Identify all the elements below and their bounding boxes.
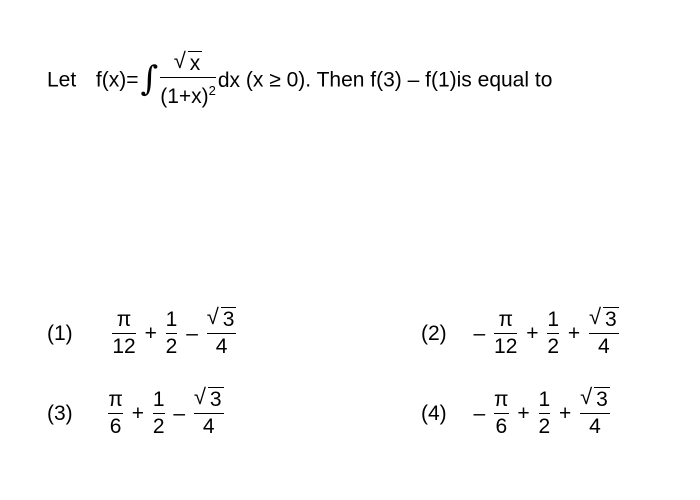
operator-plus: + <box>517 401 530 425</box>
term-pi-fraction: $\frac{\pi}{12}$ <box>494 308 518 358</box>
operator-second: – <box>173 401 186 425</box>
domain-condition: (x ≥ 0) <box>245 68 306 92</box>
denominator-power: 2 <box>208 83 216 98</box>
option-2[interactable] <box>421 304 619 359</box>
question-stem <box>47 48 553 109</box>
function-lhs: f(x) <box>95 68 127 92</box>
term-sqrt3-fraction: √ 3 4 <box>206 304 235 358</box>
operator-second: – <box>186 321 198 345</box>
option-sign: – <box>473 321 486 345</box>
dx-term: dx <box>217 68 241 92</box>
option-1[interactable] <box>47 304 236 359</box>
sqrt-x: √ x <box>173 48 201 75</box>
integrand-fraction <box>160 48 216 109</box>
term-half-fraction: $\frac{1}{2}$ <box>152 388 165 438</box>
term-half-fraction: $\frac{1}{2}$ <box>547 308 560 358</box>
term-sqrt3-fraction: √ 3 4 <box>589 304 617 358</box>
term-half-fraction: $\frac{1}{2}$ <box>165 308 178 358</box>
term-half-fraction: $\frac{1}{2}$ <box>538 388 551 438</box>
term-pi-fraction: $\frac{\pi}{6}$ <box>494 388 509 438</box>
term-pi-fraction: $\frac{\pi}{12}$ <box>112 308 136 358</box>
option-3[interactable] <box>47 384 224 439</box>
option-sign: – <box>473 401 486 425</box>
term-sqrt3-fraction: √ 3 4 <box>193 384 222 438</box>
question-ask: is equal to <box>456 68 553 92</box>
integrand-denominator: (1+x) <box>160 85 209 108</box>
option-label: (3) <box>47 401 73 425</box>
expression: f(3) – f(1) <box>370 68 457 92</box>
operator-plus: + <box>131 401 144 425</box>
option-label: (4) <box>421 401 447 425</box>
operator-second: + <box>559 401 572 425</box>
operator-plus: + <box>526 321 539 345</box>
option-label: (2) <box>421 321 447 345</box>
term-sqrt3-fraction: √ 3 4 <box>580 384 608 438</box>
integrand-numerator: x <box>189 52 201 75</box>
equals-sign: = <box>126 68 139 92</box>
term-pi-fraction: $\frac{\pi}{6}$ <box>108 388 123 438</box>
option-label: (1) <box>47 321 73 345</box>
question-lead: Let <box>47 68 77 92</box>
option-4[interactable] <box>421 384 610 439</box>
operator-plus: + <box>144 321 157 345</box>
integral-sign: ∫ <box>140 58 159 99</box>
operator-second: + <box>567 321 581 345</box>
then-text: . Then <box>305 68 365 92</box>
